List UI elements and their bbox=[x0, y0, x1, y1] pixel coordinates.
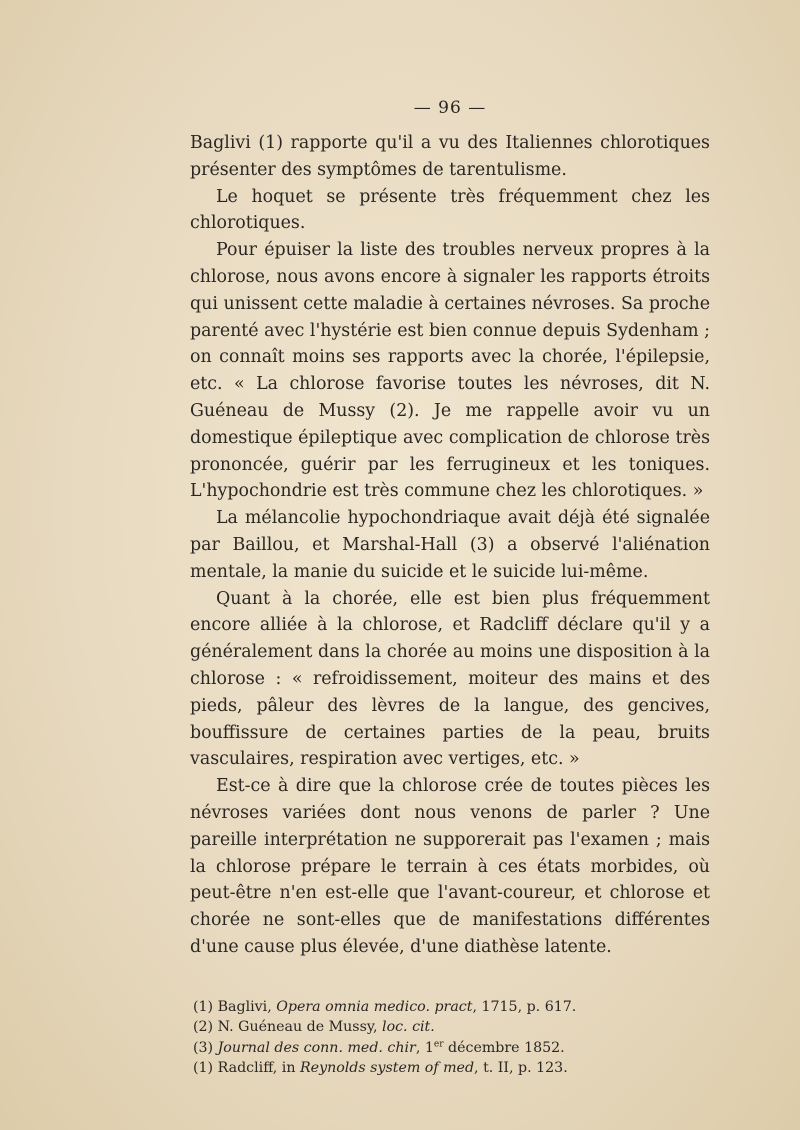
footnote-title: Opera omnia medico. pract bbox=[276, 998, 473, 1015]
footnote-text: Baglivi, bbox=[217, 998, 277, 1015]
paragraph: La mélancolie hypochondriaque avait déjà été signalée par Baillou, et Marshal-Hall (3) a observé l'aliénation mentale, la manie du suicide et le suicide lui-même. bbox=[190, 508, 710, 582]
footnote-superscript: er bbox=[433, 1038, 444, 1049]
paragraph: Pour épuiser la liste des troubles nerveux propres à la chlorose, nous avons encore à signaler les rapports étroits qui unissent cette maladie à certaines névroses. Sa proche parenté avec l'hystérie est bien connue depuis Sydenham ; on connaît moins ses rapports avec la chorée, l'épilepsie, etc. « La chlorose favorise toutes les névroses, dit N. Guéneau de Mussy (2). Je me rappelle avoir vu un domestique épileptique avec complication de chlorose très prononcée, guérir par les ferrugineux et les toniques. L'hypochondrie est très commune chez les chlorotiques. » bbox=[190, 240, 710, 502]
body-text bbox=[190, 130, 710, 961]
footnote bbox=[190, 997, 710, 1018]
footnote bbox=[190, 1058, 710, 1079]
paragraph: Est-ce à dire que la chlorose crée de toutes pièces les névroses variées dont nous venons de parler ? Une pareille interprétation ne supporerait pas l'examen ; mais la chlorose prépare le terrain à ces états morbides, où peut-être n'en est-elle que l'avant-coureur, et chlorose et chorée ne sont-elles que de manifestations différentes d'une cause plus élevée, d'une diathèse latente. bbox=[190, 776, 710, 957]
footnotes bbox=[190, 997, 710, 1079]
footnote-number: (3) bbox=[193, 1039, 214, 1056]
footnote-number: (1) bbox=[193, 998, 214, 1015]
footnote-text: , 1715, p. 617. bbox=[472, 998, 577, 1015]
footnote-text: N. Guéneau de Mussy, bbox=[217, 1019, 383, 1036]
footnote bbox=[190, 1038, 710, 1059]
footnote-title: Journal des conn. med. chir bbox=[217, 1039, 416, 1056]
footnote-text: Radcliff, in bbox=[217, 1060, 300, 1077]
page-number: — 96 — bbox=[413, 98, 487, 118]
page-content bbox=[190, 98, 710, 1079]
footnote-text: décembre 1852. bbox=[443, 1039, 565, 1056]
footnote-text: , t. II, p. 123. bbox=[474, 1060, 568, 1077]
footnote-title: loc. cit. bbox=[382, 1019, 435, 1036]
paragraph: Quant à la chorée, elle est bien plus fréquemment encore alliée à la chlorose, et Radcliff déclare qu'il y a généralement dans la chorée au moins une disposition à la chlorose : « refroidissement, moiteur des mains et des pieds, pâleur des lèvres de la langue, des gencives, bouffissure de certaines parties de la peau, bruits vasculaires, respiration avec vertiges, etc. » bbox=[190, 588, 710, 770]
paragraph: Le hoquet se présente très fréquemment chez les chlorotiques. bbox=[190, 186, 710, 234]
footnote-number: (1) bbox=[193, 1060, 214, 1077]
paragraph: Baglivi (1) rapporte qu'il a vu des Italiennes chlorotiques présenter des symptômes de tarentulisme. bbox=[190, 133, 710, 180]
footnote-text: , 1 bbox=[415, 1039, 434, 1056]
footnote-number: (2) bbox=[193, 1019, 214, 1036]
footnote-title: Reynolds system of med bbox=[299, 1060, 475, 1077]
footnote bbox=[190, 1017, 710, 1038]
